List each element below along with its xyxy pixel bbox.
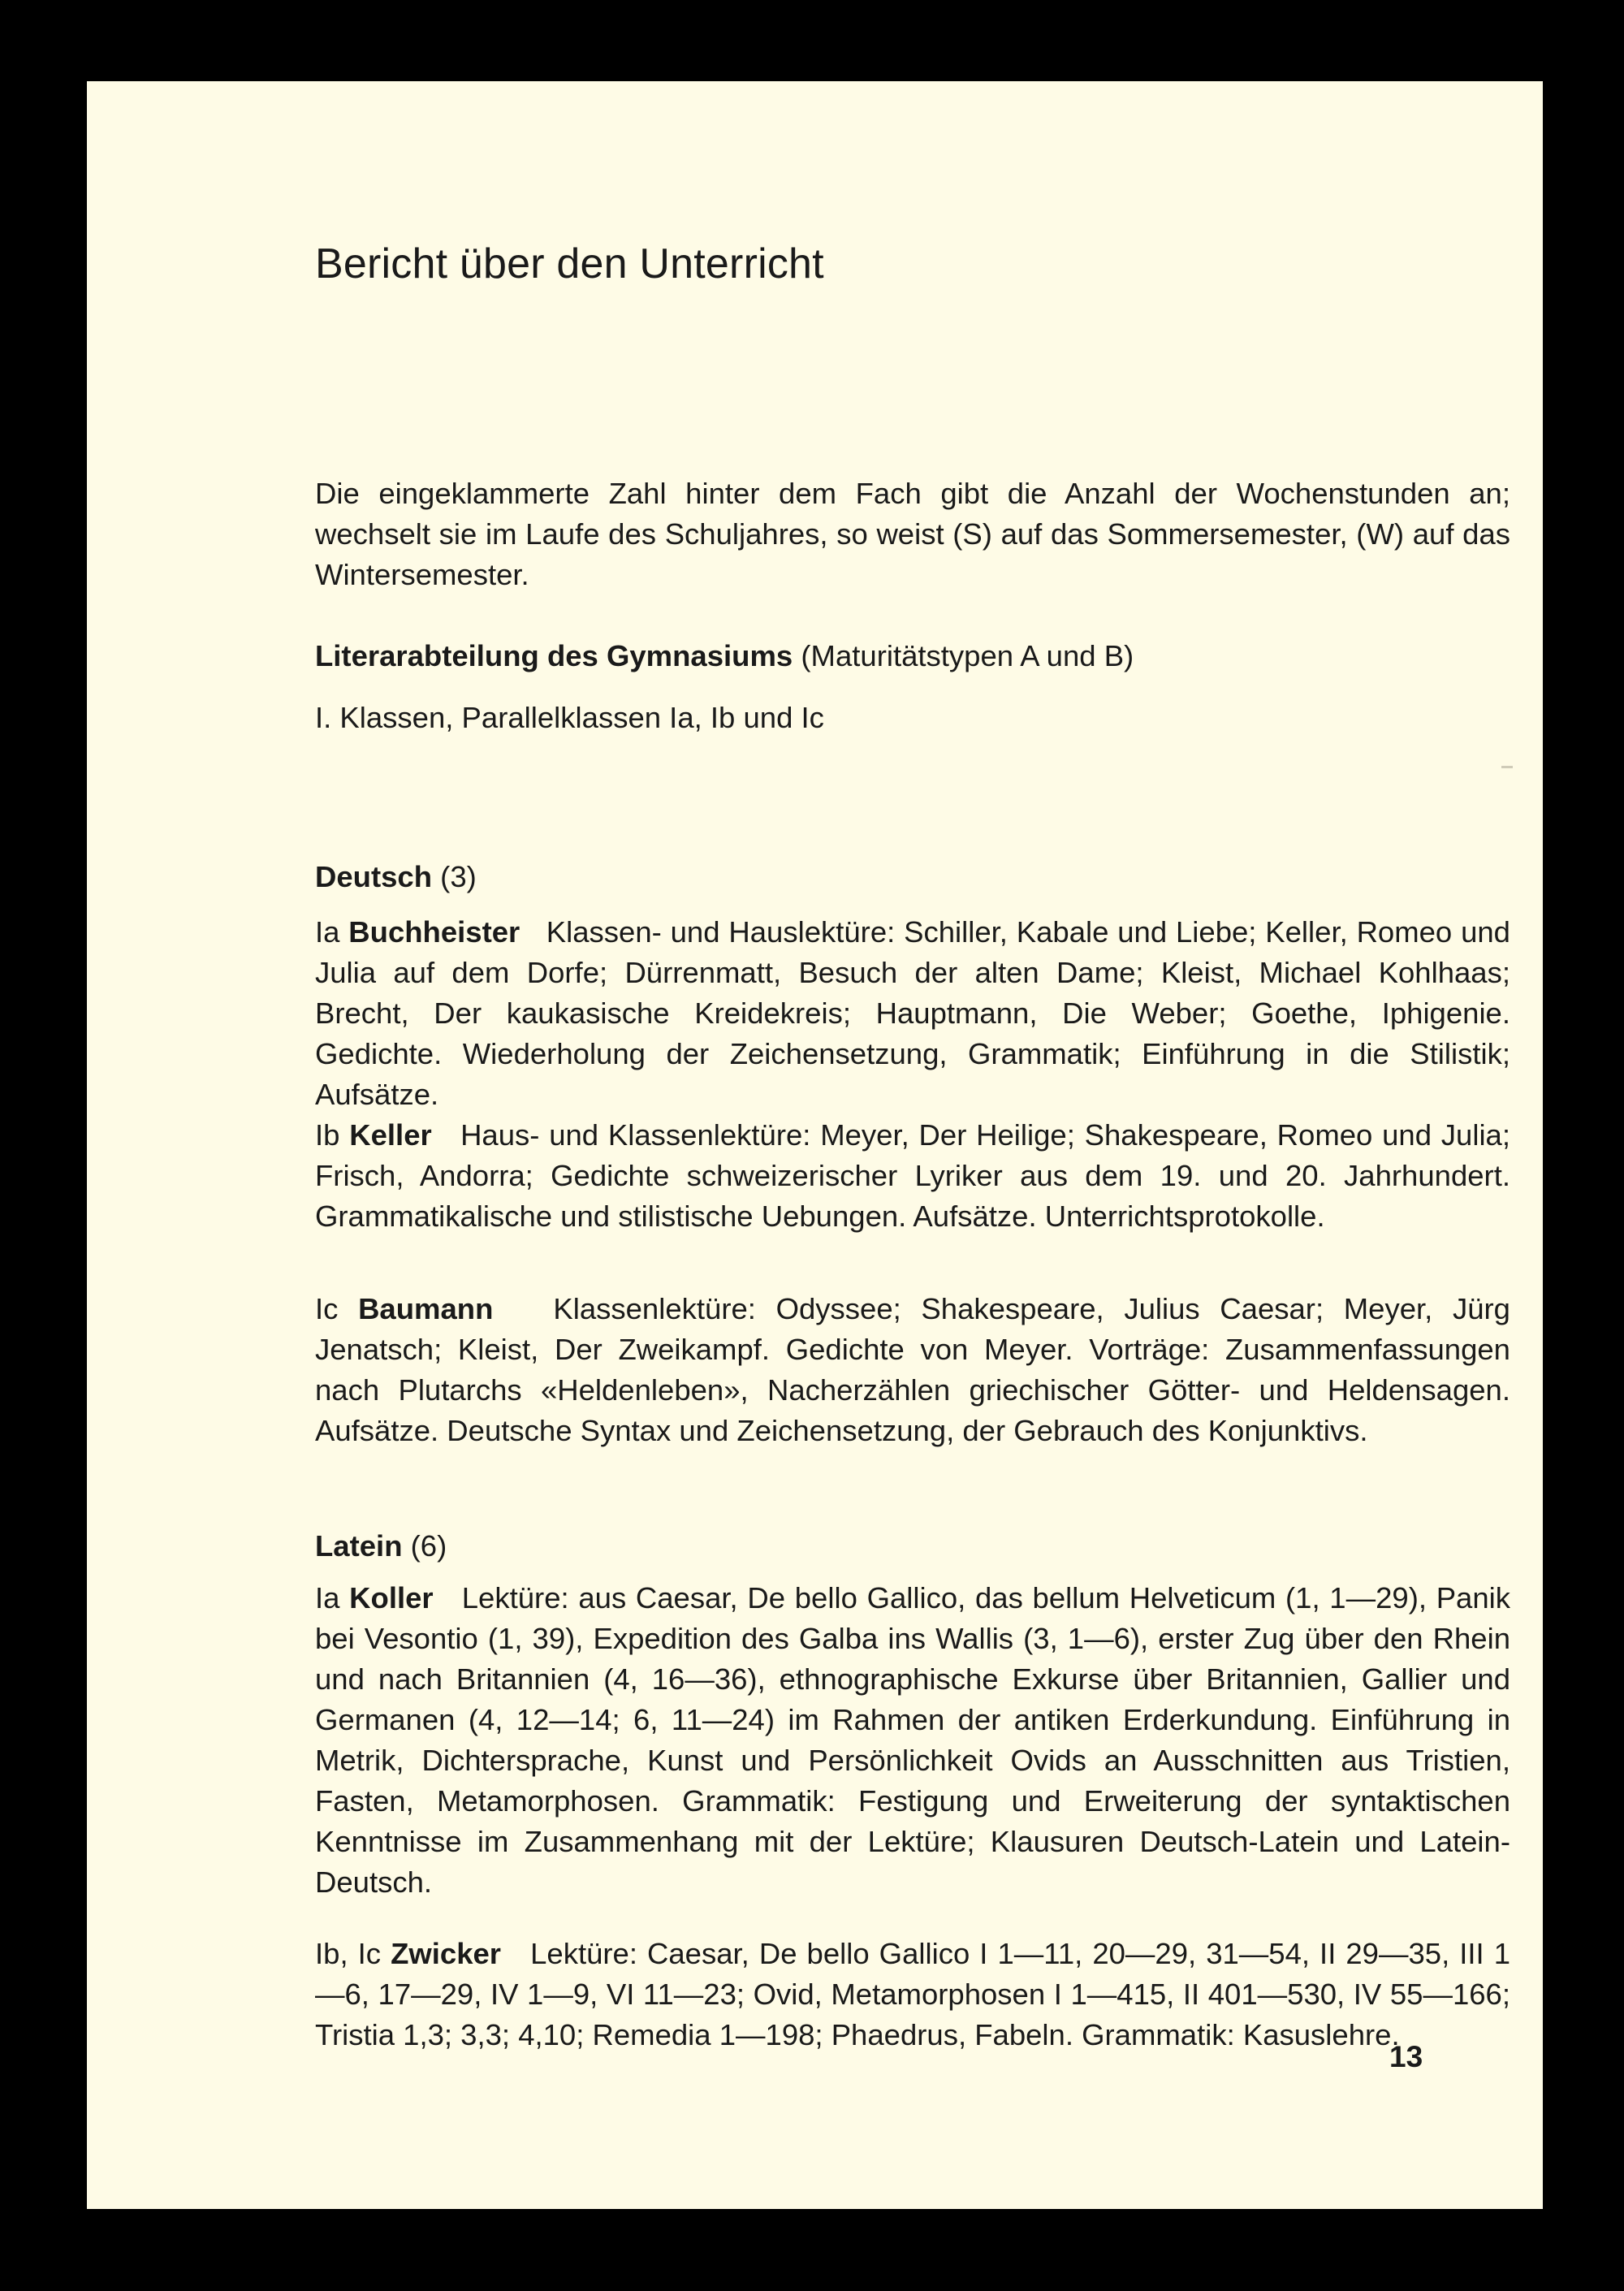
subject-name: Latein: [315, 1529, 403, 1563]
entry-text: Lektüre: Caesar, De bello Gallico I 1—11, 20—29, 31—54, II 29—35, III 1—6, 17—29, IV 1—9, VI 11—23; Ovid, Metamorphosen I 1—415, II 401—530, IV 55—166; Tristia 1,3; 3,3; 4,10; Remedia 1—198; Phaedrus, Fabeln. Grammatik: Kasuslehre.: [315, 1937, 1510, 2051]
entry-class: Ia: [315, 1581, 340, 1615]
entry-deutsch-ia: [315, 912, 1510, 1115]
department-detail: (Maturitätstypen A und B): [801, 639, 1134, 672]
entry-teacher: Keller: [349, 1118, 432, 1152]
entry-text: Lektüre: aus Caesar, De bello Gallico, das bellum Helveticum (1, 1—29), Panik bei Vesontio (1, 39), Expedition des Galba ins Wallis (3, 1—6), erster Zug über den Rhein und nach Britannien (4, 16—36), ethnographische Exkurse über Britannien, Gallier und Germanen (4, 12—14; 6, 11—24) im Rahmen der antiken Erderkundung. Einführung in Metrik, Dichtersprache, Kunst und Persönlichkeit Ovids an Ausschnitten aus Tristien, Fasten, Metamorphosen. Grammatik: Festigung und Erweiterung der syntaktischen Kenntnisse im Zusammenhang mit der Lektüre; Klausuren Deutsch-Latein und Latein-Deutsch.: [315, 1581, 1510, 1899]
entry-deutsch-ic: [315, 1289, 1510, 1451]
entry-text: Klassenlektüre: Odyssee; Shakespeare, Julius Caesar; Meyer, Jürg Jenatsch; Kleist, Der Zweikampf. Gedichte von Meyer. Vorträge: Zusammenfassungen nach Plutarchs «Heldenleben», Nacherzählen griechischer Götter- und Heldensagen. Aufsätze. Deutsche Syntax und Zeichensetzung, der Gebrauch des Konjunktivs.: [315, 1292, 1510, 1447]
entry-class: Ib: [315, 1118, 340, 1152]
subject-hours: (6): [410, 1529, 447, 1563]
entry-latein-ia: [315, 1578, 1510, 1903]
entry-teacher: Baumann: [358, 1292, 494, 1325]
entry-teacher: Koller: [349, 1581, 434, 1615]
department-heading: [315, 636, 1510, 676]
page-title: Bericht über den Unterricht: [315, 240, 824, 287]
entry-text: Haus- und Klassenlektüre: Meyer, Der Heilige; Shakespeare, Romeo und Julia; Frisch, Andorra; Gedichte schweizerischer Lyriker aus dem 19. und 20. Jahrhundert. Grammatikalische und stilistische Uebungen. Aufsätze. Unterrichtsprotokolle.: [315, 1118, 1510, 1233]
department-name: Literarabteilung des Gymnasiums: [315, 639, 793, 672]
entry-class: Ic: [315, 1292, 339, 1325]
subject-name: Deutsch: [315, 860, 433, 893]
document-page: [87, 81, 1543, 2209]
classes-line: I. Klassen, Parallelklassen Ia, Ib und Ic: [315, 701, 824, 734]
subject-hours: (3): [440, 860, 477, 893]
subject-heading-latein: [315, 1526, 447, 1567]
entry-teacher: Buchheister: [348, 915, 520, 949]
entry-deutsch-ib: [315, 1115, 1510, 1237]
intro-paragraph: Die eingeklammerte Zahl hinter dem Fach gibt die Anzahl der Wochenstunden an; wechselt sie im Laufe des Schuljahres, so weist (S) auf das Sommersemester, (W) auf das Wintersemester.: [315, 477, 1510, 591]
entry-class: Ia: [315, 915, 340, 949]
entry-class: Ib, Ic: [315, 1937, 382, 1970]
subject-heading-deutsch: [315, 857, 477, 897]
entry-text: Klassen- und Hauslektüre: Schiller, Kabale und Liebe; Keller, Romeo und Julia auf dem Dorfe; Dürrenmatt, Besuch der alten Dame; Kleist, Michael Kohlhaas; Brecht, Der kaukasische Kreidekreis; Hauptmann, Die Weber; Goethe, Iphigenie. Gedichte. Wiederholung der Zeichensetzung, Grammatik; Einführung in die Stilistik; Aufsätze.: [315, 915, 1510, 1111]
entry-teacher: Zwicker: [391, 1937, 501, 1970]
entry-latein-ib-ic: [315, 1934, 1510, 2055]
paper-mark: [1501, 766, 1513, 768]
page-number: 13: [1389, 2040, 1423, 2073]
